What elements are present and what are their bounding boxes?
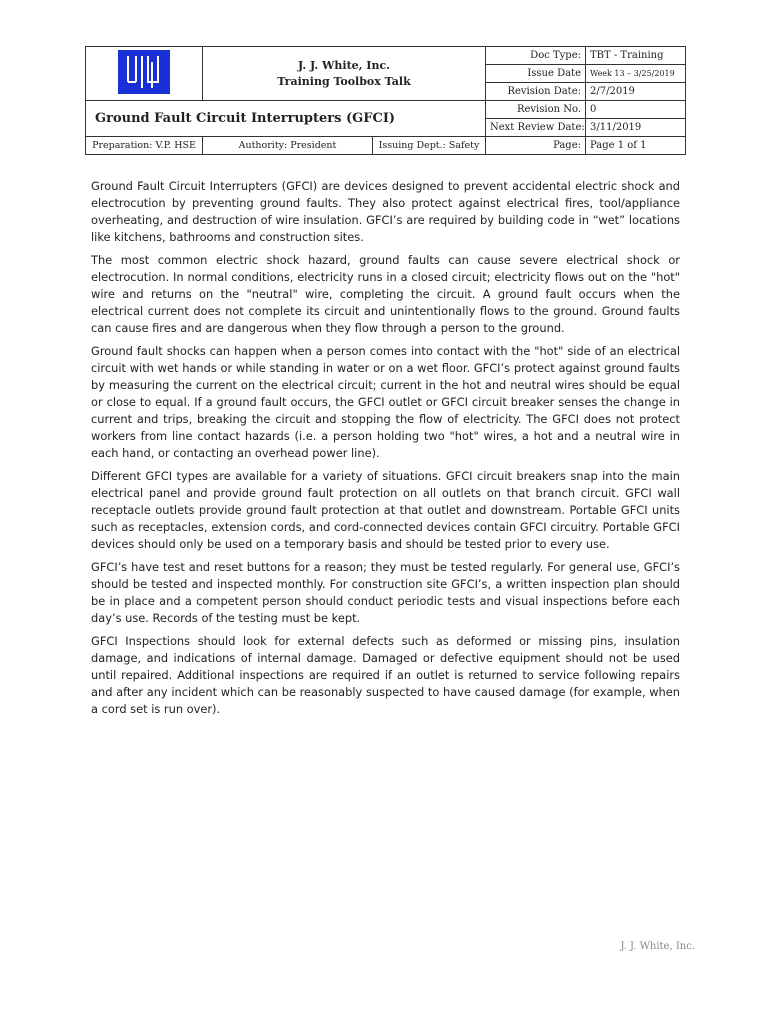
meta-label: Revision Date:: [486, 83, 586, 101]
page-footer-company: J. J. White, Inc.: [620, 941, 695, 952]
document-body: [91, 178, 680, 724]
meta-value: TBT - Training: [586, 47, 686, 65]
meta-value: 3/11/2019: [586, 119, 686, 137]
issuing-dept-cell: Issuing Dept.: Safety: [373, 137, 486, 155]
company-cell: [203, 47, 486, 101]
body-paragraph: Different GFCI types are available for a variety of situations. GFCI circuit breakers snap into the main electrical panel and provide ground fault protection on all outlets on that branch circuit. GFCI wall receptacle outlets provide ground fault protection at that outlet and downstream. Portable GFCI units such as receptacles, extension cords, and cord-connected devices contain GFCI circuitry. Portable GFCI devices should only be used on a temporary basis and should be tested prior to every use.: [91, 469, 680, 551]
meta-value: Week 13 – 3/25/2019: [586, 65, 686, 83]
body-paragraph: GFCI’s have test and reset buttons for a reason; they must be tested regularly. For general use, GFCI’s should be tested and inspected monthly. For construction site GFCI’s, a written inspection plan should be in place and a competent person should conduct periodic tests and visual inspections before each day’s use. Records of the testing must be kept.: [91, 560, 680, 625]
meta-label: Next Review Date:: [486, 119, 586, 137]
meta-label: Doc Type:: [486, 47, 586, 65]
meta-label: Page:: [486, 137, 586, 155]
body-paragraph: The most common electric shock hazard, ground faults can cause severe electrical shock or electrocution. In normal conditions, electricity runs in a closed circuit; electricity flows out on the "hot" wire and returns on the "neutral" wire, completing the circuit. A ground fault occurs when the electrical current does not complete its circuit and unintentionally flows to the ground. Ground faults can cause fires and are dangerous when they flow through a person to the ground.: [91, 253, 680, 335]
company-name: J. J. White, Inc.: [298, 58, 390, 72]
company-logo: [118, 50, 170, 94]
body-paragraph: GFCI Inspections should look for external defects such as deformed or missing pins, insulation damage, and indications of internal damage. Damaged or defective equipment should not be used until repaired. Additional inspections are required if an outlet is returned to service following repairs and after any incident which can be reasonably suspected to have caused damage (for example, when a cord set is run over).: [91, 634, 680, 716]
document-header-table: [85, 46, 686, 155]
meta-value: 0: [586, 101, 686, 119]
preparation-cell: Preparation: V.P. HSE: [86, 137, 203, 155]
authority-cell: Authority: President: [203, 137, 373, 155]
meta-label: Revision No.: [486, 101, 586, 119]
body-paragraph: Ground fault shocks can happen when a person comes into contact with the "hot" side of an electrical circuit with wet hands or while standing in water or on a wet floor. GFCI’s protect against ground faults by measuring the current on the electrical circuit; current in the hot and neutral wires should be equal or close to equal. If a ground fault occurs, the GFCI outlet or GFCI circuit breaker senses the change in current and trips, breaking the circuit and stopping the flow of electricity. The GFCI does not protect workers from line contact hazards (i.e. a person holding two "hot" wires, a hot and a neutral wire in each hand, or contacting an overhead power line).: [91, 344, 680, 460]
meta-value: 2/7/2019: [586, 83, 686, 101]
document-title: Ground Fault Circuit Interrupters (GFCI): [86, 101, 486, 137]
logo-cell: [86, 47, 203, 101]
meta-value: Page 1 of 1: [586, 137, 686, 155]
meta-label: Issue Date: [486, 65, 586, 83]
body-paragraph: Ground Fault Circuit Interrupters (GFCI) are devices designed to prevent accidental electric shock and electrocution by preventing ground faults. They also protect against electrical fires, tool/appliance overheating, and destruction of wire insulation. GFCI’s are required by building code in “wet” locations like kitchens, bathrooms and construction sites.: [91, 179, 680, 244]
document-subtitle: Training Toolbox Talk: [277, 74, 411, 88]
